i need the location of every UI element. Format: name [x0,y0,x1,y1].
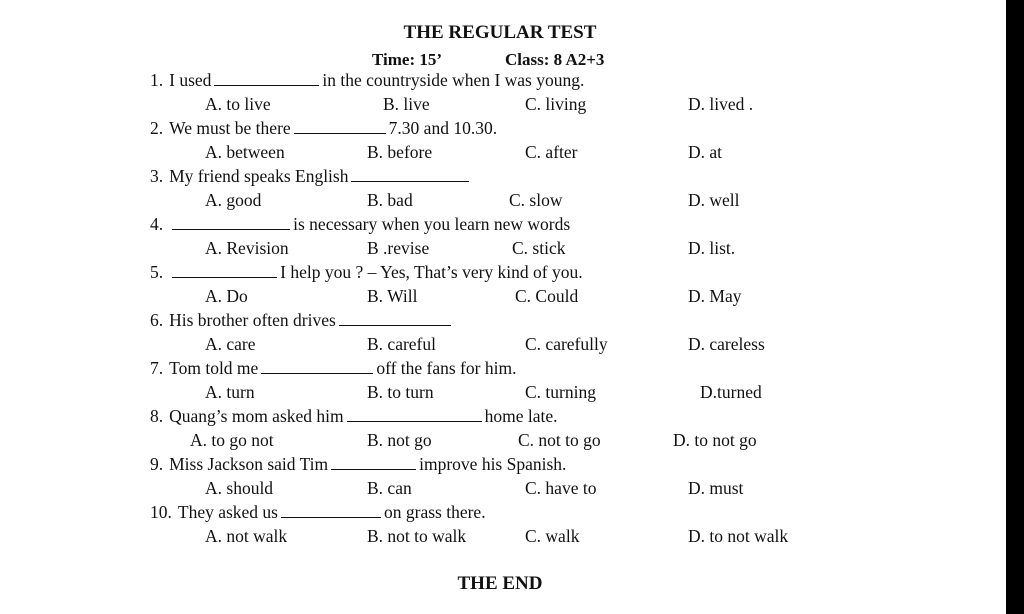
option-c: C. carefully [525,334,608,354]
question-text-after: in the countryside when I was young. [322,70,585,90]
time-label: Time: 15’ [372,50,443,69]
question-number: 5. [150,262,164,282]
option-d: D. well [688,190,740,210]
answer-blank [261,359,373,374]
question-number: 9. [150,454,164,474]
question-number: 2. [150,118,164,138]
option-d: D. at [688,142,723,162]
class-label: Class: 8 A2+3 [505,50,605,69]
option-c: C. walk [525,526,580,546]
option-a: A. between [205,142,285,162]
question-text-before: My friend speaks English [169,166,349,186]
question-text-before: We must be there [169,118,291,138]
question-text-before: Tom told me [169,358,259,378]
answer-blank [294,119,386,134]
question-6 [150,310,454,331]
question-number: 6. [150,310,164,330]
answer-blank [339,311,451,326]
option-b: B. not to walk [367,526,467,546]
option-b: B. can [367,478,412,498]
question-5 [150,262,583,283]
option-a: A. not walk [205,526,288,546]
answer-blank [351,167,469,182]
question-9 [150,454,566,475]
option-c: C. after [525,142,578,162]
question-text-after: 7.30 and 10.30. [388,118,498,138]
option-c: C. have to [525,478,597,498]
option-b: B. to turn [367,382,434,402]
option-b: B. bad [367,190,413,210]
option-a: A. Revision [205,238,289,258]
test-title: THE REGULAR TEST [403,22,597,43]
answer-blank [172,215,290,230]
option-b: B. before [367,142,433,162]
answer-blank [347,407,482,422]
question-4 [150,214,570,235]
option-a: A. to go not [190,430,274,450]
option-c: C. turning [525,382,596,402]
question-number: 3. [150,166,164,186]
option-c: C. living [525,94,587,114]
option-d: D. to not go [673,430,757,450]
option-a: A. to live [205,94,271,114]
option-d: D.turned [700,382,762,402]
question-text-after: improve his Spanish. [419,454,567,474]
option-b: B. not go [367,430,432,450]
question-7 [150,358,516,379]
question-number: 7. [150,358,164,378]
option-c: C. Could [515,286,579,306]
option-d: D. must [688,478,744,498]
question-8 [150,406,558,427]
question-text-after: off the fans for him. [376,358,517,378]
option-d: D. lived . [688,94,754,114]
question-3 [150,166,472,187]
question-text-before: His brother often drives [169,310,336,330]
option-b: B. live [383,94,430,114]
question-10 [150,502,486,523]
question-text-before: Miss Jackson said Tim [169,454,329,474]
option-a: A. Do [205,286,248,306]
option-c: C. stick [512,238,566,258]
question-text-after: on grass there. [384,502,486,522]
question-text-after: home late. [484,406,558,426]
option-d: D. to not walk [688,526,789,546]
question-text-after: is necessary when you learn new words [293,214,571,234]
option-c: C. slow [509,190,563,210]
option-d: D. May [688,286,742,306]
option-d: D. careless [688,334,765,354]
end-label: THE END [457,573,543,594]
option-c: C. not to go [518,430,601,450]
option-a: A. good [205,190,262,210]
question-number: 10. [150,502,172,522]
question-text-after: I help you ? – Yes, That’s very kind of you. [280,262,583,282]
option-b: B. Will [367,286,418,306]
answer-blank [331,455,416,470]
question-text-before: I used [169,70,212,90]
option-b: B .revise [367,238,430,258]
option-b: B. careful [367,334,436,354]
answer-blank [172,263,277,278]
question-number: 1. [150,70,164,90]
answer-blank [281,503,381,518]
option-a: A. should [205,478,274,498]
question-number: 4. [150,214,164,234]
question-text-before: Quang’s mom asked him [169,406,344,426]
question-text-before: They asked us [177,502,278,522]
option-a: A. turn [205,382,255,402]
answer-blank [214,71,319,86]
option-a: A. care [205,334,256,354]
question-2 [150,118,497,139]
option-d: D. list. [688,238,736,258]
question-number: 8. [150,406,164,426]
question-1 [150,70,584,91]
